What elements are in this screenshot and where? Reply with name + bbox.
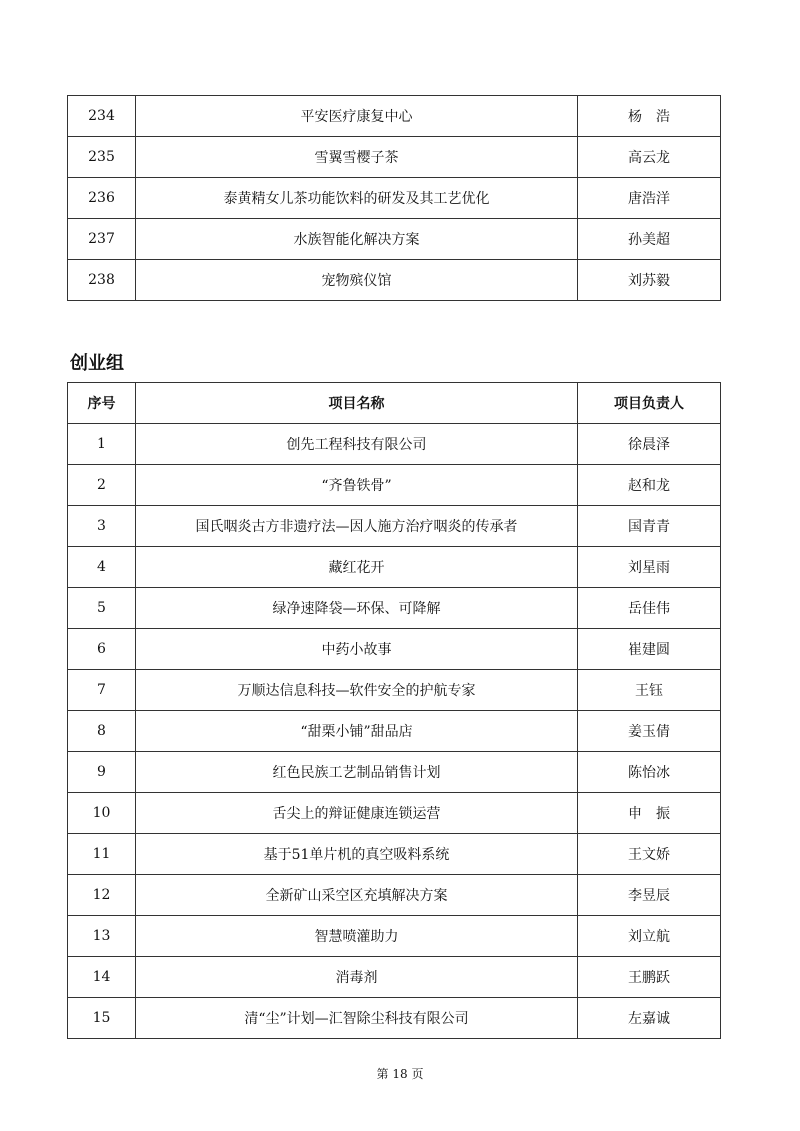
header-project-name: 项目名称 [136, 383, 578, 424]
cell-serial-number: 5 [68, 588, 136, 629]
cell-serial-number: 13 [68, 916, 136, 957]
cell-serial-number: 235 [68, 137, 136, 178]
cell-serial-number: 238 [68, 260, 136, 301]
table-row [68, 465, 721, 506]
cell-project-name: 宠物殡仪馆 [136, 260, 578, 301]
table-row [68, 219, 721, 260]
cell-project-leader: 徐晨泽 [578, 424, 721, 465]
cell-project-name: 红色民族工艺制品销售计划 [136, 752, 578, 793]
table-row [68, 588, 721, 629]
cell-project-leader: 李昱辰 [578, 875, 721, 916]
cell-project-name: 泰黄精女儿茶功能饮料的研发及其工艺优化 [136, 178, 578, 219]
cell-project-leader: 王文娇 [578, 834, 721, 875]
cell-project-leader: 陈怡冰 [578, 752, 721, 793]
table-row [68, 137, 721, 178]
cell-project-name: 基于51单片机的真空吸料系统 [136, 834, 578, 875]
continued-table [67, 95, 721, 301]
cell-project-leader: 姜玉倩 [578, 711, 721, 752]
cell-project-leader: 左嘉诚 [578, 998, 721, 1039]
table-row [68, 752, 721, 793]
cell-serial-number: 3 [68, 506, 136, 547]
header-project-leader: 项目负责人 [578, 383, 721, 424]
header-serial-number: 序号 [68, 383, 136, 424]
cell-project-leader: 高云龙 [578, 137, 721, 178]
cell-project-leader: 国青青 [578, 506, 721, 547]
cell-project-name: “甜栗小铺”甜品店 [136, 711, 578, 752]
cell-serial-number: 4 [68, 547, 136, 588]
cell-project-name: 消毒剂 [136, 957, 578, 998]
cell-serial-number: 1 [68, 424, 136, 465]
cell-project-name: 清“尘”计划—汇智除尘科技有限公司 [136, 998, 578, 1039]
cell-serial-number: 9 [68, 752, 136, 793]
startup-group-table [67, 382, 721, 1039]
cell-serial-number: 15 [68, 998, 136, 1039]
cell-project-leader: 申 振 [578, 793, 721, 834]
cell-project-name: 中药小故事 [136, 629, 578, 670]
cell-project-name: 绿净速降袋—环保、可降解 [136, 588, 578, 629]
cell-serial-number: 12 [68, 875, 136, 916]
cell-serial-number: 8 [68, 711, 136, 752]
cell-project-leader: 赵和龙 [578, 465, 721, 506]
cell-project-name: 藏红花开 [136, 547, 578, 588]
table-row [68, 506, 721, 547]
cell-serial-number: 7 [68, 670, 136, 711]
cell-serial-number: 2 [68, 465, 136, 506]
cell-project-leader: 唐浩洋 [578, 178, 721, 219]
cell-project-name: 全新矿山采空区充填解决方案 [136, 875, 578, 916]
table-row [68, 916, 721, 957]
table-row [68, 957, 721, 998]
cell-project-leader: 岳佳伟 [578, 588, 721, 629]
cell-project-leader: 杨 浩 [578, 96, 721, 137]
cell-serial-number: 10 [68, 793, 136, 834]
table-row [68, 547, 721, 588]
cell-project-name: 万顺达信息科技—软件安全的护航专家 [136, 670, 578, 711]
cell-serial-number: 11 [68, 834, 136, 875]
cell-serial-number: 234 [68, 96, 136, 137]
cell-project-leader: 刘立航 [578, 916, 721, 957]
table-row [68, 424, 721, 465]
table-row [68, 96, 721, 137]
cell-project-name: 水族智能化解决方案 [136, 219, 578, 260]
cell-project-name: 创先工程科技有限公司 [136, 424, 578, 465]
cell-project-leader: 孙美超 [578, 219, 721, 260]
section-title: 创业组 [70, 353, 124, 374]
cell-project-leader: 崔建圆 [578, 629, 721, 670]
table-header-row [68, 383, 721, 424]
table-row [68, 711, 721, 752]
table-row [68, 834, 721, 875]
cell-serial-number: 237 [68, 219, 136, 260]
cell-serial-number: 236 [68, 178, 136, 219]
table-row [68, 793, 721, 834]
page-number: 第 18 页 [376, 1067, 424, 1081]
cell-project-name: 智慧喷灌助力 [136, 916, 578, 957]
cell-project-leader: 王钰 [578, 670, 721, 711]
cell-serial-number: 14 [68, 957, 136, 998]
table-row [68, 629, 721, 670]
cell-serial-number: 6 [68, 629, 136, 670]
cell-project-name: 舌尖上的辩证健康连锁运营 [136, 793, 578, 834]
table-row [68, 178, 721, 219]
table-row [68, 875, 721, 916]
table-row [68, 260, 721, 301]
cell-project-leader: 刘星雨 [578, 547, 721, 588]
cell-project-leader: 王鹏跃 [578, 957, 721, 998]
cell-project-name: 雪翼雪樱子茶 [136, 137, 578, 178]
table-row [68, 670, 721, 711]
cell-project-name: 平安医疗康复中心 [136, 96, 578, 137]
table-row [68, 998, 721, 1039]
cell-project-name: 国氏咽炎古方非遗疗法—因人施方治疗咽炎的传承者 [136, 506, 578, 547]
cell-project-name: “齐鲁铁骨” [136, 465, 578, 506]
cell-project-leader: 刘苏毅 [578, 260, 721, 301]
